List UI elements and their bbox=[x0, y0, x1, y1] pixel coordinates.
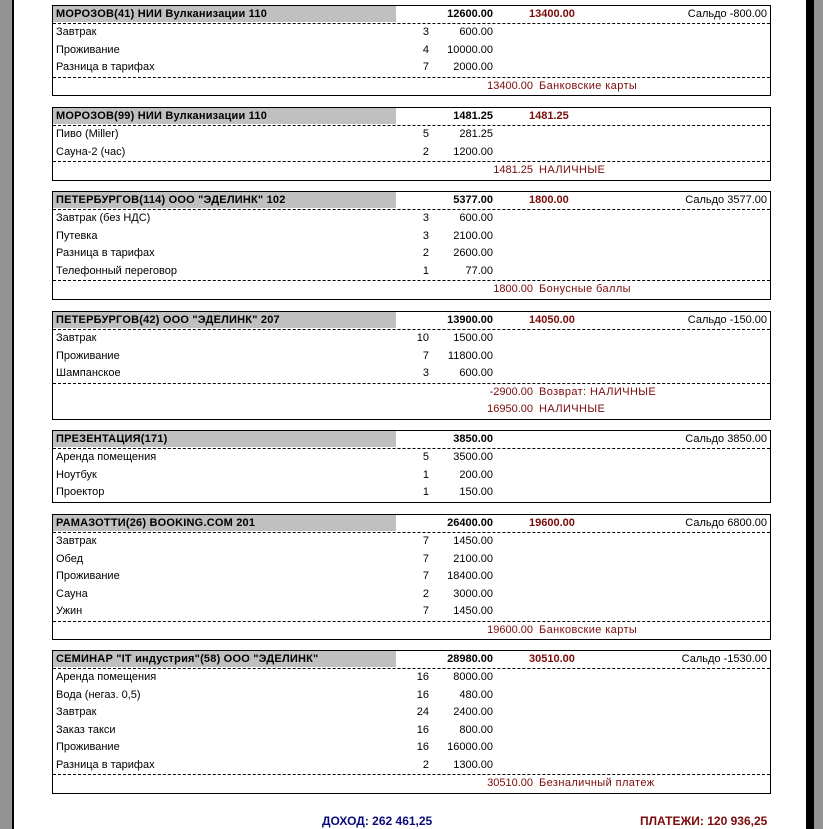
guest-name: СЕМИНАР "IT индустрия"(58) ООО "ЭДЕЛИНК" bbox=[53, 651, 396, 667]
folio-block bbox=[52, 650, 771, 794]
page-edge-right bbox=[806, 0, 814, 829]
charge-description: Завтрак (без НДС) bbox=[56, 212, 151, 224]
charge-quantity: 24 bbox=[416, 706, 429, 718]
payment-row bbox=[53, 162, 770, 180]
charge-description: Завтрак bbox=[56, 535, 97, 547]
charge-description: Проживание bbox=[56, 349, 120, 362]
folio-header bbox=[53, 515, 770, 533]
charge-amount: 1500.00 bbox=[453, 332, 493, 344]
saldo-value: Сальдо -800.00 bbox=[687, 8, 767, 20]
paid-total: 19600.00 bbox=[529, 517, 575, 529]
charge-description: Аренда помещения bbox=[56, 451, 157, 463]
payment-amount: 1800.00 bbox=[493, 283, 533, 295]
charge-description: Телефонный переговор bbox=[56, 264, 177, 277]
charge-amount: 10000.00 bbox=[447, 43, 493, 56]
charge-description: Ноутбук bbox=[56, 468, 97, 481]
payment-amount: 13400.00 bbox=[487, 79, 533, 92]
charges-total: 1481.25 bbox=[453, 110, 493, 122]
folio-header bbox=[53, 431, 770, 449]
charge-amount: 2400.00 bbox=[453, 706, 493, 718]
charge-row bbox=[53, 245, 770, 263]
charge-quantity: 5 bbox=[422, 128, 429, 140]
charge-amount: 600.00 bbox=[459, 26, 493, 38]
saldo-value: Сальдо -1530.00 bbox=[681, 653, 767, 665]
charge-amount: 18400.00 bbox=[447, 570, 493, 582]
charge-quantity: 7 bbox=[422, 552, 429, 565]
charge-amount: 1450.00 bbox=[453, 535, 493, 547]
payment-method: НАЛИЧНЫЕ bbox=[539, 403, 606, 415]
charge-row bbox=[53, 24, 770, 42]
charge-description: Завтрак bbox=[56, 706, 97, 718]
guest-name: МОРОЗОВ(41) НИИ Вулканизации 110 bbox=[53, 6, 396, 22]
charge-quantity: 2 bbox=[422, 587, 429, 600]
charge-description: Проектор bbox=[56, 486, 105, 498]
charge-quantity: 5 bbox=[422, 451, 429, 463]
charge-amount: 16000.00 bbox=[447, 741, 493, 753]
charge-row bbox=[53, 757, 770, 775]
charge-amount: 2100.00 bbox=[453, 229, 493, 242]
charge-quantity: 2 bbox=[422, 247, 429, 259]
payments-section bbox=[53, 383, 770, 419]
income-total: ДОХОД: 262 461,25 bbox=[322, 814, 433, 828]
paid-total: 1800.00 bbox=[529, 194, 569, 206]
page-gutter-right bbox=[814, 0, 823, 829]
charge-amount: 2000.00 bbox=[453, 61, 493, 73]
charge-row bbox=[53, 365, 770, 383]
saldo-value: Сальдо 6800.00 bbox=[685, 517, 767, 529]
charge-row bbox=[53, 722, 770, 740]
guest-name: ПРЕЗЕНТАЦИЯ(171) bbox=[53, 431, 396, 447]
charge-quantity: 1 bbox=[422, 486, 429, 498]
folio-header bbox=[53, 651, 770, 669]
charges-total: 28980.00 bbox=[447, 653, 493, 665]
charge-description: Проживание bbox=[56, 570, 120, 582]
charge-description: Разница в тарифах bbox=[56, 61, 155, 73]
charge-quantity: 1 bbox=[422, 468, 429, 481]
charge-row bbox=[53, 228, 770, 246]
charge-amount: 600.00 bbox=[459, 212, 493, 224]
charge-description: Завтрак bbox=[56, 26, 97, 38]
charge-row bbox=[53, 263, 770, 281]
folio-header bbox=[53, 108, 770, 126]
payment-method: Банковские карты bbox=[539, 623, 638, 636]
charge-row bbox=[53, 484, 770, 502]
payment-row bbox=[53, 78, 770, 96]
payments-section bbox=[53, 161, 770, 180]
folio-block bbox=[52, 191, 771, 300]
charge-row bbox=[53, 144, 770, 162]
charge-amount: 8000.00 bbox=[453, 671, 493, 683]
folio-block bbox=[52, 5, 771, 96]
saldo-value: Сальдо 3577.00 bbox=[685, 194, 767, 206]
charges-total: 3850.00 bbox=[453, 433, 493, 445]
charge-quantity: 16 bbox=[416, 671, 429, 683]
charge-amount: 200.00 bbox=[459, 468, 493, 481]
folio-block bbox=[52, 311, 771, 420]
page-gutter-left bbox=[0, 0, 12, 829]
charge-row bbox=[53, 330, 770, 348]
page-edge-left bbox=[12, 0, 14, 829]
paid-total: 1481.25 bbox=[529, 110, 569, 122]
charge-amount: 150.00 bbox=[459, 486, 493, 498]
charge-row bbox=[53, 739, 770, 757]
charge-amount: 480.00 bbox=[459, 688, 493, 701]
charge-quantity: 3 bbox=[422, 367, 429, 379]
charge-description: Вода (негаз. 0,5) bbox=[56, 688, 141, 701]
charge-description: Завтрак bbox=[56, 332, 97, 344]
payment-amount: 30510.00 bbox=[487, 777, 533, 789]
folio-block bbox=[52, 514, 771, 640]
charge-amount: 3500.00 bbox=[453, 451, 493, 463]
guest-name: ПЕТЕРБУРГОВ(42) ООО "ЭДЕЛИНК" 207 bbox=[53, 312, 396, 328]
payments-total: ПЛАТЕЖИ: 120 936,25 bbox=[640, 814, 768, 828]
charge-amount: 1200.00 bbox=[453, 145, 493, 158]
charge-amount: 77.00 bbox=[465, 264, 493, 277]
charge-row bbox=[53, 704, 770, 722]
charge-row bbox=[53, 210, 770, 228]
charge-quantity: 16 bbox=[416, 723, 429, 736]
guest-name: ПЕТЕРБУРГОВ(114) ООО "ЭДЕЛИНК" 102 bbox=[53, 192, 396, 208]
folio-block bbox=[52, 430, 771, 503]
charge-row bbox=[53, 603, 770, 621]
charge-amount: 800.00 bbox=[459, 723, 493, 736]
charge-amount: 11800.00 bbox=[447, 349, 493, 362]
charge-quantity: 7 bbox=[422, 570, 429, 582]
payments-section bbox=[53, 774, 770, 793]
charge-quantity: 3 bbox=[422, 212, 429, 224]
charge-description: Обед bbox=[56, 552, 84, 565]
charges-total: 26400.00 bbox=[447, 517, 493, 529]
payment-row bbox=[53, 401, 770, 419]
charge-description: Разница в тарифах bbox=[56, 758, 155, 771]
charge-amount: 2100.00 bbox=[453, 552, 493, 565]
charge-quantity: 7 bbox=[422, 61, 429, 73]
charge-quantity: 2 bbox=[422, 145, 429, 158]
charge-quantity: 3 bbox=[422, 229, 429, 242]
charge-row bbox=[53, 42, 770, 60]
payment-method: Безналичный платеж bbox=[539, 777, 655, 789]
payment-method: Бонусные баллы bbox=[539, 283, 631, 295]
charge-description: Проживание bbox=[56, 741, 120, 753]
folio-header bbox=[53, 6, 770, 24]
charge-description: Сауна bbox=[56, 587, 88, 600]
charges-total: 12600.00 bbox=[447, 8, 493, 20]
payments-section bbox=[53, 280, 770, 299]
charge-row bbox=[53, 669, 770, 687]
charge-amount: 3000.00 bbox=[453, 587, 493, 600]
saldo-value: Сальдо 3850.00 bbox=[685, 433, 767, 445]
charge-description: Проживание bbox=[56, 43, 120, 56]
charge-quantity: 3 bbox=[422, 26, 429, 38]
charge-quantity: 2 bbox=[422, 758, 429, 771]
charge-row bbox=[53, 551, 770, 569]
payment-method: Возврат: НАЛИЧНЫЕ bbox=[539, 385, 657, 398]
charge-amount: 1450.00 bbox=[453, 605, 493, 617]
charge-row bbox=[53, 467, 770, 485]
paid-total: 14050.00 bbox=[529, 314, 575, 326]
payment-amount: 19600.00 bbox=[487, 623, 533, 636]
charge-quantity: 7 bbox=[422, 535, 429, 547]
payment-row bbox=[53, 775, 770, 793]
guest-name: МОРОЗОВ(99) НИИ Вулканизации 110 bbox=[53, 108, 396, 124]
charge-row bbox=[53, 687, 770, 705]
charge-description: Путевка bbox=[56, 229, 98, 242]
charge-quantity: 1 bbox=[422, 264, 429, 277]
payment-method: Банковские карты bbox=[539, 79, 638, 92]
charge-row bbox=[53, 126, 770, 144]
payment-row bbox=[53, 281, 770, 299]
guest-name: РАМАЗОТТИ(26) BOOKING.COM 201 bbox=[53, 515, 396, 531]
folio-block bbox=[52, 107, 771, 181]
payment-row bbox=[53, 622, 770, 640]
payment-amount: 1481.25 bbox=[493, 164, 533, 176]
charge-description: Пиво (Miller) bbox=[56, 128, 119, 140]
charge-description: Шампанское bbox=[56, 367, 121, 379]
payment-amount: 16950.00 bbox=[487, 403, 533, 415]
payment-row bbox=[53, 384, 770, 402]
payment-method: НАЛИЧНЫЕ bbox=[539, 164, 606, 176]
payment-amount: -2900.00 bbox=[489, 385, 533, 398]
charge-description: Аренда помещения bbox=[56, 671, 157, 683]
paid-total: 13400.00 bbox=[529, 8, 575, 20]
charge-amount: 281.25 bbox=[459, 128, 493, 140]
charge-description: Сауна-2 (час) bbox=[56, 145, 126, 158]
charge-amount: 2600.00 bbox=[453, 247, 493, 259]
paid-total: 30510.00 bbox=[529, 653, 575, 665]
saldo-value: Сальдо -150.00 bbox=[687, 314, 767, 326]
charges-total: 13900.00 bbox=[447, 314, 493, 326]
charge-amount: 600.00 bbox=[459, 367, 493, 379]
payments-section bbox=[53, 77, 770, 96]
folio-header bbox=[53, 192, 770, 210]
charge-row bbox=[53, 59, 770, 77]
charges-total: 5377.00 bbox=[453, 194, 493, 206]
charge-row bbox=[53, 533, 770, 551]
charge-description: Заказ такси bbox=[56, 723, 116, 736]
folio-header bbox=[53, 312, 770, 330]
charge-quantity: 4 bbox=[422, 43, 429, 56]
charge-quantity: 7 bbox=[422, 605, 429, 617]
charge-row bbox=[53, 568, 770, 586]
charge-row bbox=[53, 586, 770, 604]
charge-quantity: 16 bbox=[416, 688, 429, 701]
charge-quantity: 16 bbox=[416, 741, 429, 753]
charge-description: Ужин bbox=[56, 605, 83, 617]
charge-description: Разница в тарифах bbox=[56, 247, 155, 259]
charge-row bbox=[53, 348, 770, 366]
charge-quantity: 10 bbox=[416, 332, 429, 344]
payments-section bbox=[53, 621, 770, 640]
charge-quantity: 7 bbox=[422, 349, 429, 362]
charge-row bbox=[53, 449, 770, 467]
charge-amount: 1300.00 bbox=[453, 758, 493, 771]
